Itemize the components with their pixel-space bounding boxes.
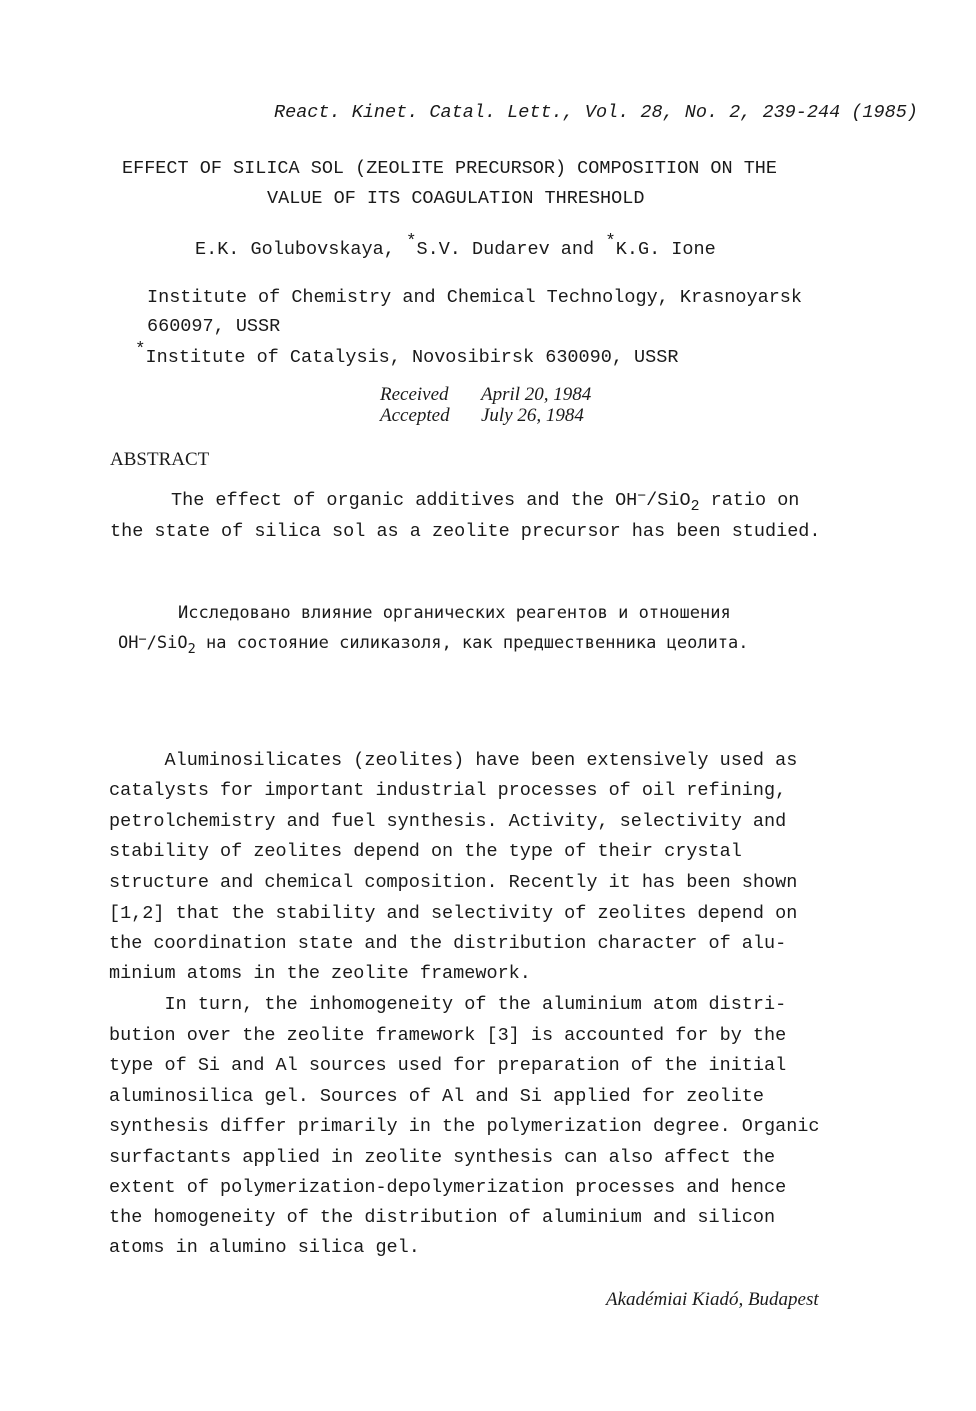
body-line: minium atoms in the zeolite framework. [109,963,531,984]
abstract-line-1: The effect of organic additives and the OH−/SiO$_2$ ratio on [171,488,800,516]
body-line: In turn, the inhomogeneity of the aluminium atom distri- [109,994,787,1015]
body-line: petrolchemistry and fuel synthesis. Activity, selectivity and [109,811,787,832]
body-line: type of Si and Al sources used for preparation of the initial [109,1055,787,1076]
received-date: April 20, 1984 [481,384,592,405]
body-line: surfactants applied in zeolite synthesis can also affect the [109,1147,776,1168]
body-line: Aluminosilicates (zeolites) have been extensively used as [109,750,798,771]
body-line: catalysts for important industrial processes of oil refining, [109,780,787,801]
body-line: synthesis differ primarily in the polymerization degree. Organic [109,1116,820,1137]
affiliation-marker-star: * [135,340,146,361]
affiliation-line-3: *Institute of Catalysis, Novosibirsk 630090, USSR [135,340,679,368]
accepted-date: July 26, 1984 [481,405,584,426]
body-line: aluminosilica gel. Sources of Al and Si applied for zeolite [109,1086,765,1107]
accepted-label: Accepted [380,405,450,426]
author-list [195,232,716,260]
paper-title-line-2: VALUE OF ITS COAGULATION THRESHOLD [267,188,645,209]
publisher-footer: Akadémiai Kiadó, Budapest [606,1289,819,1310]
paper-title-line-1: EFFECT OF SILICA SOL (ZEOLITE PRECURSOR) COMPOSITION ON THE [122,158,778,179]
author-3: K.G. Ione [615,239,716,260]
author-2: S.V. Dudarev and [416,239,606,260]
journal-citation: React. Kinet. Catal. Lett., Vol. 28, No. 2, 239-244 (1985) [274,102,918,123]
body-line: stability of zeolites depend on the type of their crystal [109,841,742,862]
affiliation-line-1: Institute of Chemistry and Chemical Technology, Krasnoyarsk [147,287,803,308]
russian-abstract-line-2: OH−/SiO$_2$ на состояние силиказоля, как предшественника цеолита. [118,631,749,657]
author-marker-star: * [405,232,417,253]
abstract-heading: ABSTRACT [110,449,210,470]
russian-abstract-line-1: Исследовано влияние органических реагентов и отношения [178,603,731,623]
body-line: structure and chemical composition. Recently it has been shown [109,872,798,893]
affiliation-line-2: 660097, USSR [147,316,281,337]
author-1: E.K. Golubovskaya, [195,239,406,260]
author-marker-star: * [605,232,616,253]
body-line: extent of polymerization-depolymerization processes and hence [109,1177,787,1198]
abstract-line-2: the state of silica sol as a zeolite precursor has been studied. [110,521,821,542]
body-line: bution over the zeolite framework [3] is accounted for by the [109,1025,787,1046]
body-line: the coordination state and the distribution character of alu- [109,933,787,954]
body-line: [1,2] that the stability and selectivity of zeolites depend on [109,903,798,924]
body-line: the homogeneity of the distribution of aluminium and silicon [109,1207,776,1228]
received-label: Received [380,384,449,405]
body-line: atoms in alumino silica gel. [109,1237,420,1258]
